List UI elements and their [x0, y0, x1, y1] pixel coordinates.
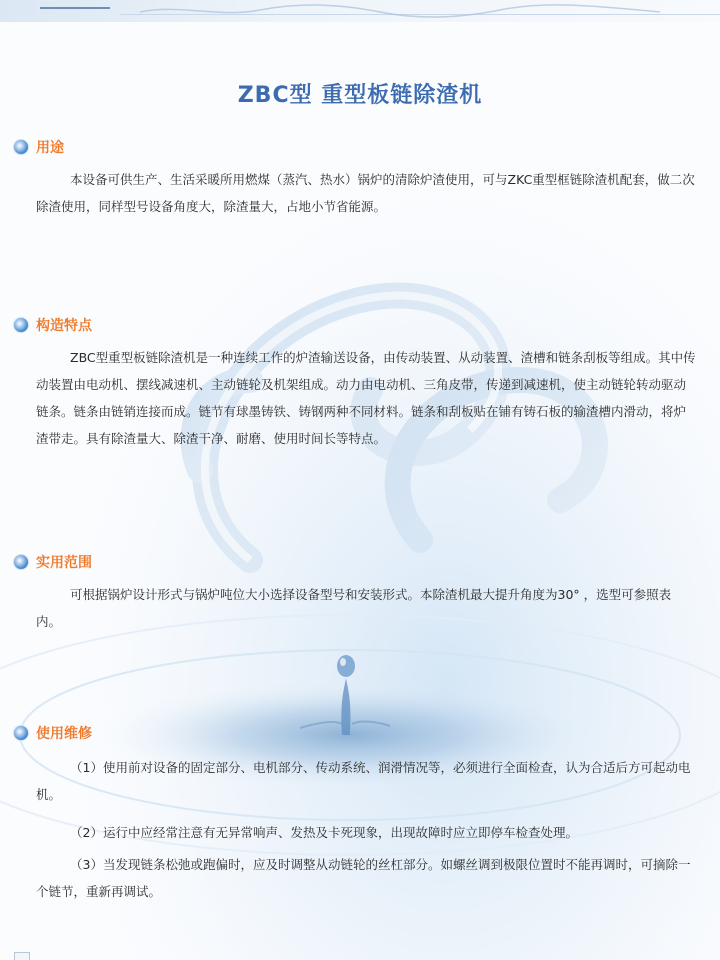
bullet-dot-icon [14, 318, 28, 332]
header-band [0, 0, 720, 22]
section-title: 构造特点 [36, 318, 92, 334]
section-heading-maintenance [14, 723, 92, 743]
section-heading-structure [14, 315, 92, 335]
section-paragraph [36, 344, 696, 452]
paragraph-text: （3）当发现链条松弛或跑偏时，应及时调整从动链轮的丝杠部分。如螺丝调到极限位置时不能再调时，可摘除一个链节，重新再调试。 [36, 857, 691, 899]
page-corner-mark [14, 952, 30, 960]
section-heading-usage [14, 137, 64, 157]
header-corner-mark [40, 0, 110, 10]
section-paragraph [36, 819, 696, 846]
bullet-dot-icon [14, 555, 28, 569]
section-heading-scope [14, 552, 92, 572]
paragraph-text: （2）运行中应经常注意有无异常响声、发热及卡死现象，出现故障时应立即停车检查处理。 [70, 825, 578, 840]
section-paragraph [36, 851, 696, 905]
paragraph-text: 本设备可供生产、生活采暖所用燃煤（蒸汽、热水）锅炉的清除炉渣使用，可与ZKC重型框链除渣机配套，做二次除渣使用，同样型号设备角度大，除渣量大，占地小节省能源。 [36, 172, 695, 214]
page-title: ZBC型 重型板链除渣机 [237, 83, 483, 108]
paragraph-text: 可根据锅炉设计形式与锅炉吨位大小选择设备型号和安装形式。本除渣机最大提升角度为30° ，选型可参照表内。 [36, 587, 672, 629]
section-title: 实用范围 [36, 555, 92, 571]
section-paragraph [36, 581, 696, 635]
header-script-decoration [140, 0, 660, 22]
paragraph-text: ZBC型重型板链除渣机是一种连续工作的炉渣输送设备，由传动装置、从动装置、渣槽和链条刮板等组成。其中传动装置由电动机、摆线减速机、主动链轮及机架组成。动力由电动机、三角皮带，传递到减速机，使主动链轮转动驱动链条。链条由链销连接而成。链节有球墨铸铁、铸钢两种不同材料。链条和刮板贴在铺有铸石板的输渣槽内滑动，将炉渣带走。具有除渣量大、除渣干净、耐磨、使用时间长等特点。 [36, 350, 696, 446]
section-paragraph [36, 166, 696, 220]
section-title: 使用维修 [36, 726, 92, 742]
section-title: 用途 [36, 140, 64, 156]
bullet-dot-icon [14, 726, 28, 740]
paragraph-text: （1）使用前对设备的固定部分、电机部分、传动系统、润滑情况等，必须进行全面检查，认为合适后方可起动电机。 [36, 760, 691, 802]
bullet-dot-icon [14, 140, 28, 154]
section-paragraph [36, 754, 696, 808]
